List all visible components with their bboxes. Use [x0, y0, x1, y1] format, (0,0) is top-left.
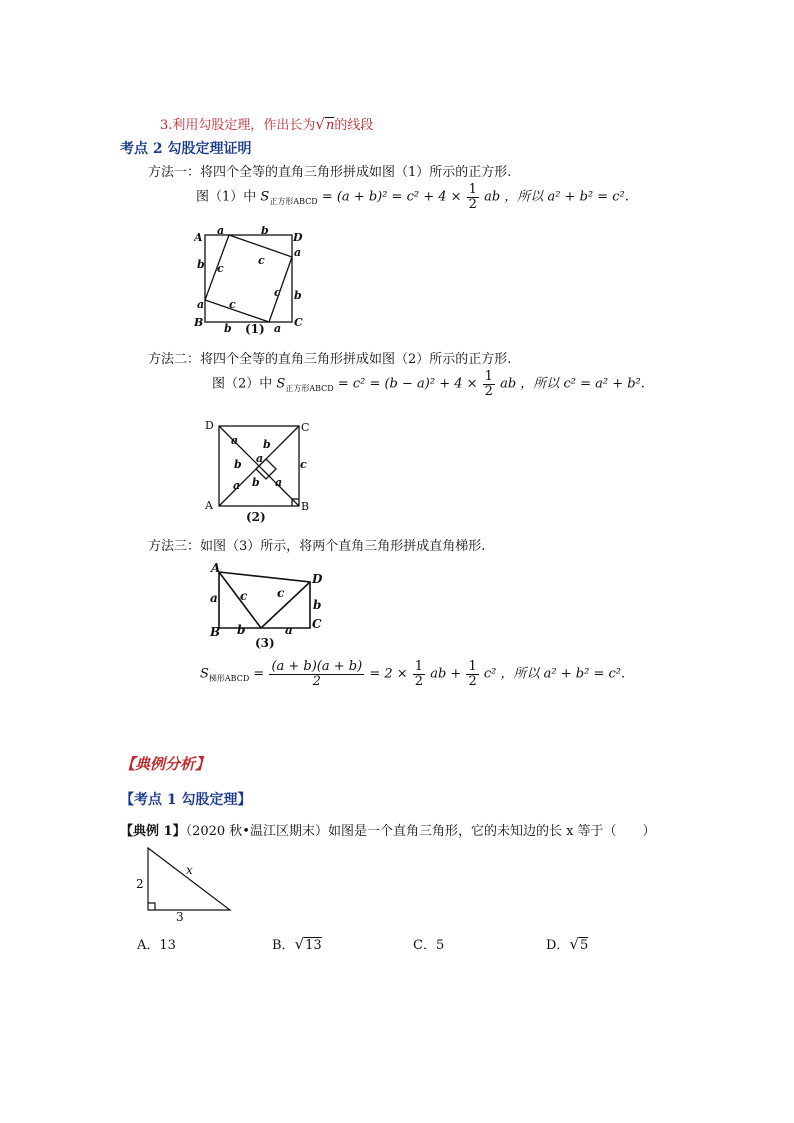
- eq-ab: ab +: [430, 666, 462, 682]
- fig1-bottom-b: b: [224, 322, 232, 335]
- frac-num: 1: [484, 369, 493, 384]
- fig1-right-b: b: [294, 289, 302, 302]
- item3-var: n: [325, 118, 335, 133]
- eq-after-frac: ab ，所以: [484, 189, 544, 205]
- eq-result: c² = a² + b².: [563, 376, 645, 392]
- example1-text: （2020 秋•温江区期末）如图是一个直角三角形，它的未知边的长 x 等于（ ）: [185, 824, 656, 839]
- item3-line: [160, 114, 373, 133]
- fig1-caption: (1): [245, 322, 265, 336]
- eq-after-frac: ab ，所以: [500, 376, 560, 392]
- option-a[interactable]: A．13: [137, 938, 176, 953]
- half-num-2: 1: [468, 659, 477, 674]
- method1-intro: 方法一：将四个全等的直角三角形拼成如图（1）所示的正方形.: [148, 165, 512, 180]
- point2-heading: 考点 2 勾股定理证明: [120, 141, 252, 157]
- option-b-root: 13: [305, 938, 322, 953]
- fig3-c1: c: [240, 589, 248, 603]
- option-d-prefix: D．: [546, 938, 570, 953]
- fig1-c2: c: [258, 254, 265, 267]
- method3-intro: 方法三：如图（3）所示，将两个直角三角形拼成直角梯形.: [148, 539, 486, 554]
- fig3-label-A: A: [211, 561, 221, 575]
- fig3-left-a: a: [210, 591, 218, 605]
- eq-mid: = c² = (b − a)² + 4 ×: [337, 376, 478, 392]
- fig2-a2: a: [256, 452, 264, 465]
- fig3-label-B: B: [210, 625, 221, 639]
- sqrt-sign: √: [294, 935, 305, 953]
- triangle-side-bottom: 3: [176, 910, 184, 922]
- fig1-label-B: B: [194, 316, 204, 329]
- fig1-c4: c: [229, 298, 236, 311]
- item3-tail: 的线段: [334, 118, 374, 133]
- fig2-label-B: B: [301, 500, 310, 513]
- frac-den: 2: [484, 383, 493, 399]
- fig3-label-C: C: [312, 617, 322, 631]
- option-b-prefix: B．: [272, 938, 295, 953]
- eq-result: a² + b² = c².: [547, 189, 629, 205]
- fig2-a3: a: [275, 476, 283, 489]
- fig1-label-C: C: [294, 316, 303, 329]
- fig1-right-a: a: [294, 246, 302, 259]
- half-den-2: 2: [468, 673, 477, 689]
- eq-c2: c² ，所以: [483, 666, 540, 682]
- fig2-label-C: C: [301, 421, 310, 434]
- fig2-b1: b: [263, 438, 271, 451]
- half-den: 2: [414, 673, 424, 689]
- fig3-label-D: D: [312, 572, 323, 586]
- option-d-root: 5: [579, 938, 589, 953]
- item3-text: 3.利用勾股定理，作出长为: [160, 118, 316, 133]
- method2-intro: 方法二：将四个全等的直角三角形拼成如图（2）所示的正方形.: [148, 352, 512, 367]
- fig3-trapezoid: [219, 572, 310, 628]
- eq-prefix: 图（2）中: [212, 376, 273, 392]
- method2-equation: 图（2）中 $S_{正方形ABCD} = c^2 = (b - a)^2 + 4$ × $\frac{1}{2}$ ab ，所以 c² = a² + b².: [212, 369, 645, 399]
- method1-equation: 图（1）中 $S_{正方形ABCD} = (a + b)^2 = c^2 + 4$ × $\frac{1}{2}$ ab ，所以 a² + b² = c².: [196, 182, 629, 212]
- eq-prefix: 图（1）中: [196, 189, 257, 205]
- right-angle-marker: [148, 903, 155, 910]
- frac-num: (a + b)(a + b): [271, 659, 363, 674]
- triangle-side-left: 2: [136, 877, 144, 891]
- option-d[interactable]: [546, 934, 588, 953]
- fig1-c3: c: [274, 286, 281, 299]
- fig2-caption: (2): [246, 510, 266, 524]
- half-num: 1: [414, 659, 424, 674]
- example1-label: 【典例 1】: [120, 824, 186, 839]
- fig3-right-b: b: [313, 598, 322, 612]
- eq-mid: = (a + b)² = c² + 4 ×: [321, 189, 462, 205]
- eq-result: a² + b² = c².: [543, 666, 626, 682]
- fig2-a4: a: [233, 479, 241, 492]
- frac-den: 2: [468, 196, 477, 212]
- fig1-top-b: b: [261, 226, 269, 237]
- fig2-c-right: c: [300, 458, 307, 471]
- example1-line: [120, 820, 656, 839]
- sqrt-sign: √: [569, 935, 579, 953]
- area-subscript: 正方形ABCD: [285, 384, 334, 394]
- fig1-bottom-a: a: [274, 322, 282, 335]
- fig3-bottom-b: b: [237, 623, 246, 637]
- option-b[interactable]: [272, 934, 322, 953]
- point1-heading: 【考点 1 勾股定理】: [120, 792, 252, 808]
- area-subscript: 梯形ABCD: [208, 674, 250, 684]
- fig3-bottom-a: a: [285, 623, 293, 637]
- frac-num: 1: [468, 182, 477, 197]
- frac-den: 2: [312, 673, 321, 689]
- fig1-left-a: a: [197, 298, 205, 311]
- triangle-hypotenuse: x: [186, 863, 193, 877]
- option-c[interactable]: C．5: [413, 938, 445, 953]
- fig1-label-D: D: [293, 231, 303, 244]
- triangle-shape: [148, 848, 230, 910]
- method3-equation: $S_{梯形ABCD}$ = $\frac{(a + b)(a + b)}{2}$ = 2 × $\frac{1}{2}$ ab + $\frac{1}{2}$ c² ，所以 a² + b² = c².: [200, 659, 626, 689]
- fig1-c1: c: [217, 262, 224, 275]
- fig1-top-a: a: [217, 226, 225, 237]
- fig3-caption: (3): [255, 636, 275, 650]
- fig1-label-A: A: [194, 231, 203, 244]
- fig1-left-b: b: [197, 258, 205, 271]
- fig2-a1: a: [231, 434, 239, 447]
- sqrt-sign: √: [315, 115, 325, 133]
- fig1-inner-square: [205, 235, 292, 322]
- fig3-c2: c: [277, 586, 285, 600]
- area-subscript: 正方形ABCD: [269, 197, 318, 207]
- fig1-outer-square: [205, 235, 292, 322]
- fig2-label-D: D: [205, 419, 214, 432]
- fig2-b3: b: [252, 476, 260, 489]
- fig2-label-A: A: [205, 499, 213, 512]
- analysis-heading: 【典例分析】: [120, 755, 211, 773]
- fig2-b2: b: [234, 458, 242, 471]
- eq-mid: = 2 ×: [369, 666, 408, 682]
- right-triangle-figure: [130, 842, 240, 922]
